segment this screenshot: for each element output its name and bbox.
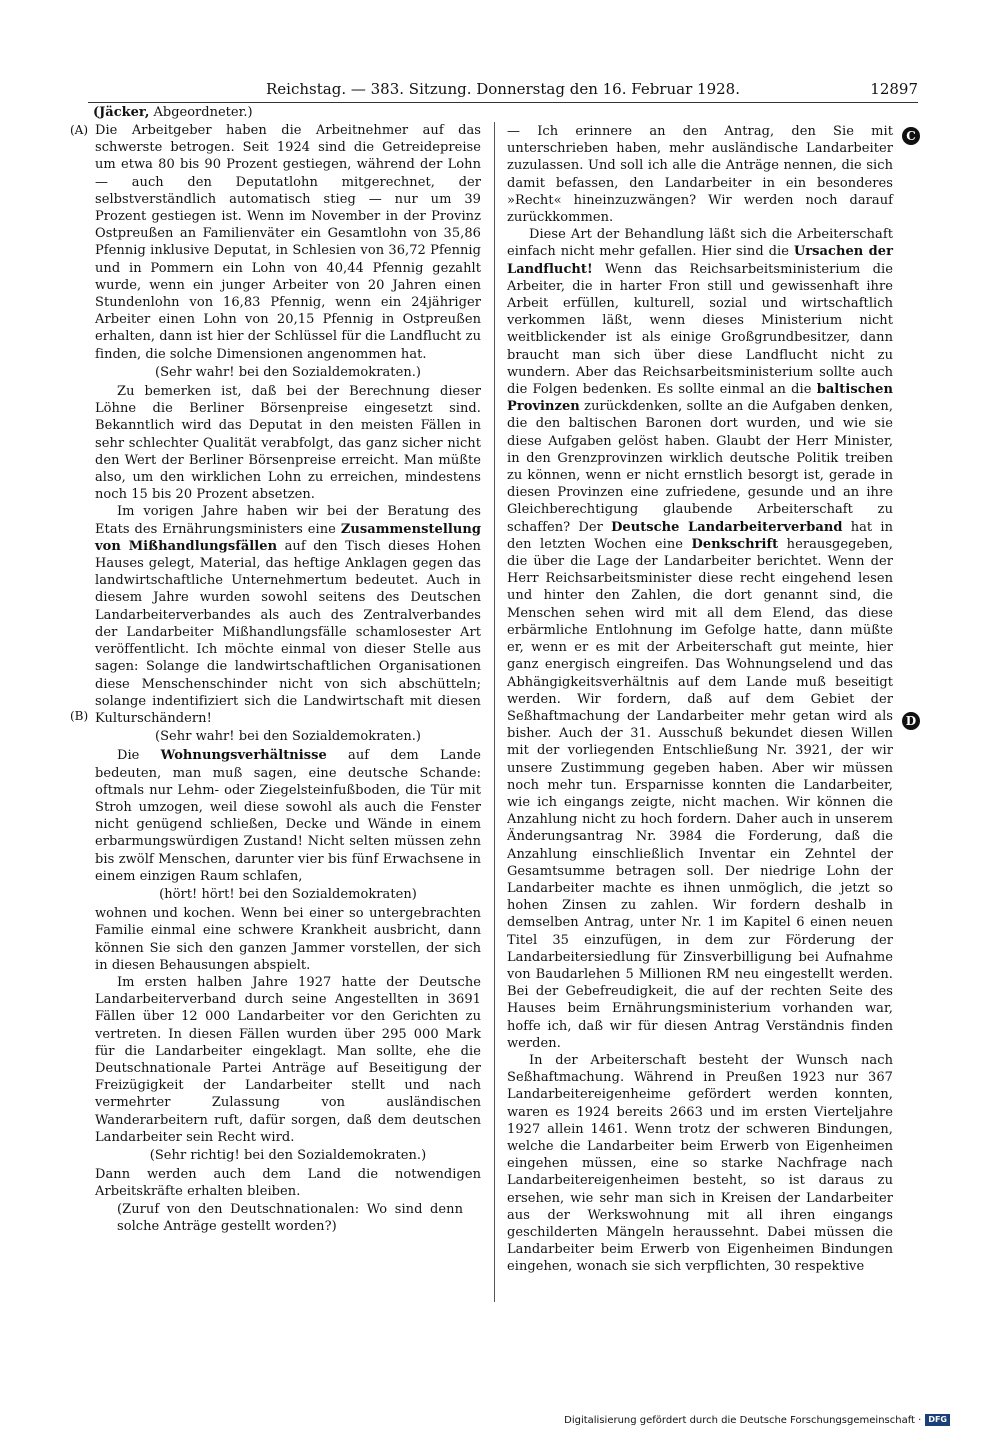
speaker-name: (Jäcker,	[93, 105, 150, 120]
speaker-role: Abgeordneter.)	[153, 105, 253, 120]
bold-term: Zusammenstellung von Mißhandlungsfällen	[95, 521, 481, 554]
paragraph: Die Arbeitgeber haben die Arbeitnehmer auf das schwerste betrogen. Seit 1924 sind die Getreidepreise um etwa 80 bis 90 Prozent gestiegen, während der Lohn — auch den Deputatlohn mitgerechnet, der selbstverständlich automatisch stieg — nur um 39 Prozent gestiegen ist. Wenn im November in der Provinz Ostpreußen an Familienväter ein Gesamtlohn von 35,86 Pfennig inklusive Deputat, in Schlesien von 36,72 Pfennig und in Pommern ein Lohn von 40,44 Pfennig gezahlt wurde, wenn ein junger Arbeiter von 20 Jahren einen Stundenlohn von 16,83 Pfennig, wenn ein 24jähriger Arbeiter einen Lohn von 20,15 Pfennig in Ostpreußen erhalten, dann ist hier der Schlüssel für die Landflucht zu finden, die solche Dimensionen angenommen hat.	[95, 123, 481, 362]
interjection: (Sehr wahr! bei den Sozialdemokraten.)	[154, 364, 422, 380]
dfg-logo: DFG	[925, 1414, 950, 1426]
paragraph: In der Arbeiterschaft besteht der Wunsch nach Seßhaftmachung. Während in Preußen 1923 nur 367 Landarbeitereigenheime gefördert werden konnten, waren es 1924 bereits 2663 und im ersten Vierteljahre 1927 allein 1461. Wenn trotz der schweren Bindungen, welche die Landarbeiter beim Erwerb von Eigenheimen eingehen müssen, eine so starke Nachfrage nach Landarbeitereigenheimen besteht, so ist daraus zu ersehen, wie sehr man sich in Kreisen der Landarbeiter aus der Werkswohnung mit all ihren eingangs geschilderten Mängeln heraussehnt. Dabei müssen die Landarbeiter beim Erwerb von Eigenheimen Bindungen eingehen, wonach sie sich verpflichten, 30 respektive	[507, 1052, 893, 1275]
column-divider	[494, 122, 495, 1302]
margin-marker-d: D	[902, 712, 920, 730]
paragraph	[507, 226, 893, 1052]
running-title: Reichstag. — 383. Sitzung. Donnerstag den 16. Februar 1928.	[266, 80, 740, 98]
bold-term: Ursachen der Landflucht!	[507, 244, 893, 277]
speaker-line	[93, 104, 253, 122]
text-run: Die	[117, 748, 161, 764]
interjection: (Sehr richtig! bei den Sozialdemokraten.)	[149, 1147, 427, 1163]
page-number: 12897	[870, 80, 918, 98]
footer-text: Digitalisierung gefördert durch die Deutsche Forschungsgemeinschaft ·	[564, 1415, 922, 1426]
text-run: zurückdenken, sollte an die Aufgaben denken, die den baltischen Baronen dort wurden, und wie sie diese Aufgaben gelöst haben. Glaubt der Herr Minister, in den Grenzprovinzen wirklich deutsche Politik treiben zu können, wenn er nicht ernstlich besorgt ist, gerade in diesen Provinzen eine zufriedene, gesunde und an ihre Gleichberechtigung glaubende Arbeiterschaft zu schaffen? Der	[507, 399, 893, 535]
digitization-footer	[564, 1414, 950, 1428]
text-run: Im vorigen Jahre haben wir bei der Beratung des Etats des Ernährungsministers eine	[95, 504, 481, 537]
paragraph: — Ich erinnere an den Antrag, den Sie mit unterschrieben haben, mehr ausländische Landarbeiter zuzulassen. Und soll ich alle die Anträge nennen, die sich damit befassen, den Landarbeiter in ein besonderes »Recht« hineinzuzwängen? Wir werden noch darauf zurückkommen.	[507, 124, 893, 226]
running-header	[88, 78, 918, 100]
header-rule	[88, 102, 918, 103]
text-run: auf den Tisch dieses Hohen Hauses gelegt, Material, das heftige Anklagen gegen das landwirtschaftliche Unternehmertum bedeutet. Auch in diesem Jahre wurden sowohl seitens des Deutschen Landarbeiterverbandes als auch des Zentralverbandes der Landarbeiter Mißhandlungsfälle schamlosester Art veröffentlicht. Ich möchte einmal von dieser Stelle aus sagen: Solange die landwirtschaftlichen Organisationen diese Menschenschinder nicht von sich abschütteln; solange indentifiziert sich die Landwirtschaft mit diesen Kulturschändern!	[95, 538, 481, 726]
paragraph	[95, 747, 481, 885]
interjection: (hört! hört! bei den Sozialdemokraten)	[159, 886, 417, 902]
text-run: herausgegeben, die über die Lage der Landarbeiter berichtet. Wenn der Herr Reichsarbeitsminister diese recht eingehend lesen und hinter den Zahlen, die dort genannt sind, die Menschen sehen wird mit all dem Elend, das diese erbärmliche Entlohnung im Gefolge hatte, dann müßte er, wenn er es mit der Arbeiterschaft gut meinte, hier ganz energisch eingreifen. Das Wohnungselend und das Abhängigkeitsverhältnis auf dem Lande muß beseitigt werden. Wir fordern, daß auf dem Gebiet der Seßhaftmachung der Landarbeiter mehr getan wird als bisher. Auch der 31. Ausschuß bekundet diesen Willen mit der vorliegenden Entschließung Nr. 3921, der wir unsere Zustimmung gegeben haben. Aber wir müssen noch mehr tun. Ersparnisse konnten die Landarbeiter, wie ich eingangs zeigte, nicht machen. Wir können die Anzahlung nicht zu hoch fordern. Daher auch in unserem Änderungsantrag Nr. 3984 die Forderung, daß die Anzahlung einschließlich Inventar ein Zehntel der Gesamtsumme betragen soll. Der niedrige Lohn der Landarbeiter machte es ihnen unmöglich, die jetzt so hohen Zinsen zu zahlen. Wir fordern deshalb in demselben Antrag, unter Nr. 1 im Kapitel 6 einen neuen Titel 35 einzufügen, in dem zur Förderung der Landarbeitersiedlung für Zinsverbilligung bei Aufnahme von Baudarlehen 5 Millionen RM neu eingestellt werden. Bei der Gebefreudigkeit, die auf der rechten Seite des Hauses beim Ernährungsministerium vorhanden war, hoffe ich, daß wir für diesen Antrag Verständnis finden werden.	[507, 536, 893, 1051]
paragraph: Dann werden auch dem Land die notwendigen Arbeitskräfte erhalten bleiben.	[95, 1167, 481, 1200]
interjection: (Zuruf von den Deutschnationalen: Wo sind denn solche Anträge gestellt worden?)	[117, 1201, 463, 1234]
margin-marker-a: (A)	[70, 123, 89, 137]
left-column	[95, 122, 481, 1235]
bold-term: baltischen Provinzen	[507, 382, 893, 415]
paragraph: Zu bemerken ist, daß bei der Berechnung dieser Löhne die Berliner Börsenpreise eingesetzt sind. Bekanntlich wird das Deputat in den meisten Fällen in sehr schlechter Qualität verabfolgt, das ganz sicher nicht den Wert der Berliner Börsenpreise erreicht. Man müßte also, um den wirklichen Lohn zu erreichen, mindestens noch 15 bis 20 Prozent absetzen.	[95, 384, 481, 503]
bold-term: Denkschrift	[691, 536, 779, 552]
text-run: auf dem Lande bedeuten, man muß sagen, eine deutsche Schande: oftmals nur Lehm- oder Ziegelsteinfußboden, die Tür mit Stroh umzogen, weil diese sowohl als auch die Fenster nicht genügend schließen, Decke und Wände in einem erbarmungswürdigen Zustand! Nicht selten müssen zehn bis zwölf Menschen, darunter vier bis fünf Erwachsene in einem einzigen Raum schlafen,	[95, 748, 482, 884]
interjection: (Sehr wahr! bei den Sozialdemokraten.)	[154, 729, 422, 745]
bold-term: Deutsche Landarbeiterverband	[611, 519, 843, 535]
paragraph: wohnen und kochen. Wenn bei einer so untergebrachten Familie einmal eine schwere Krankheit ausbricht, dann können Sie sich den ganzen Jammer vorstellen, der sich in diesen Behausungen abspielt.	[95, 906, 481, 973]
bold-term: Wohnungsverhältnisse	[160, 748, 327, 764]
right-column	[507, 123, 893, 1276]
text-run: Diese Art der Behandlung läßt sich die Arbeiterschaft einfach nicht mehr gefallen. Hier sind die	[507, 227, 893, 260]
text-run: hat in den letzten Wochen eine	[507, 519, 894, 552]
paragraph: Im ersten halben Jahre 1927 hatte der Deutsche Landarbeiterverband durch seine Angestellten in 3691 Fällen über 12 000 Landarbeiter vor den Gerichten zu vertreten. In diesen Fällen wurden über 295 000 Mark für die Landarbeiter eingeklagt. Man sollte, ehe die Deutschnationale Partei Anträge auf Beseitigung der Freizügigkeit der Landarbeiter stellt und nach vermehrter Zulassung von ausländischen Wanderarbeitern ruft, dafür sorgen, daß dem deutschen Landarbeiter sein Recht wird.	[95, 974, 481, 1145]
margin-marker-b: (B)	[70, 709, 89, 723]
text-run: Wenn das Reichsarbeitsministerium die Arbeiter, die in harter Fron still und gewissenhaft ihre Arbeit erfüllen, kulturell, sozial und wirtschaftlich verkommen läßt, wenn dieses Ministerium nicht weitblickender ist als einige Großgrundbesitzer, dann braucht man sich über diese Landflucht nicht zu wundern. Aber das Reichsarbeitsministerium sollte auch die Folgen bedenken. Es sollte einmal an die	[507, 261, 893, 398]
paragraph	[95, 503, 481, 727]
margin-marker-c: C	[902, 127, 920, 145]
